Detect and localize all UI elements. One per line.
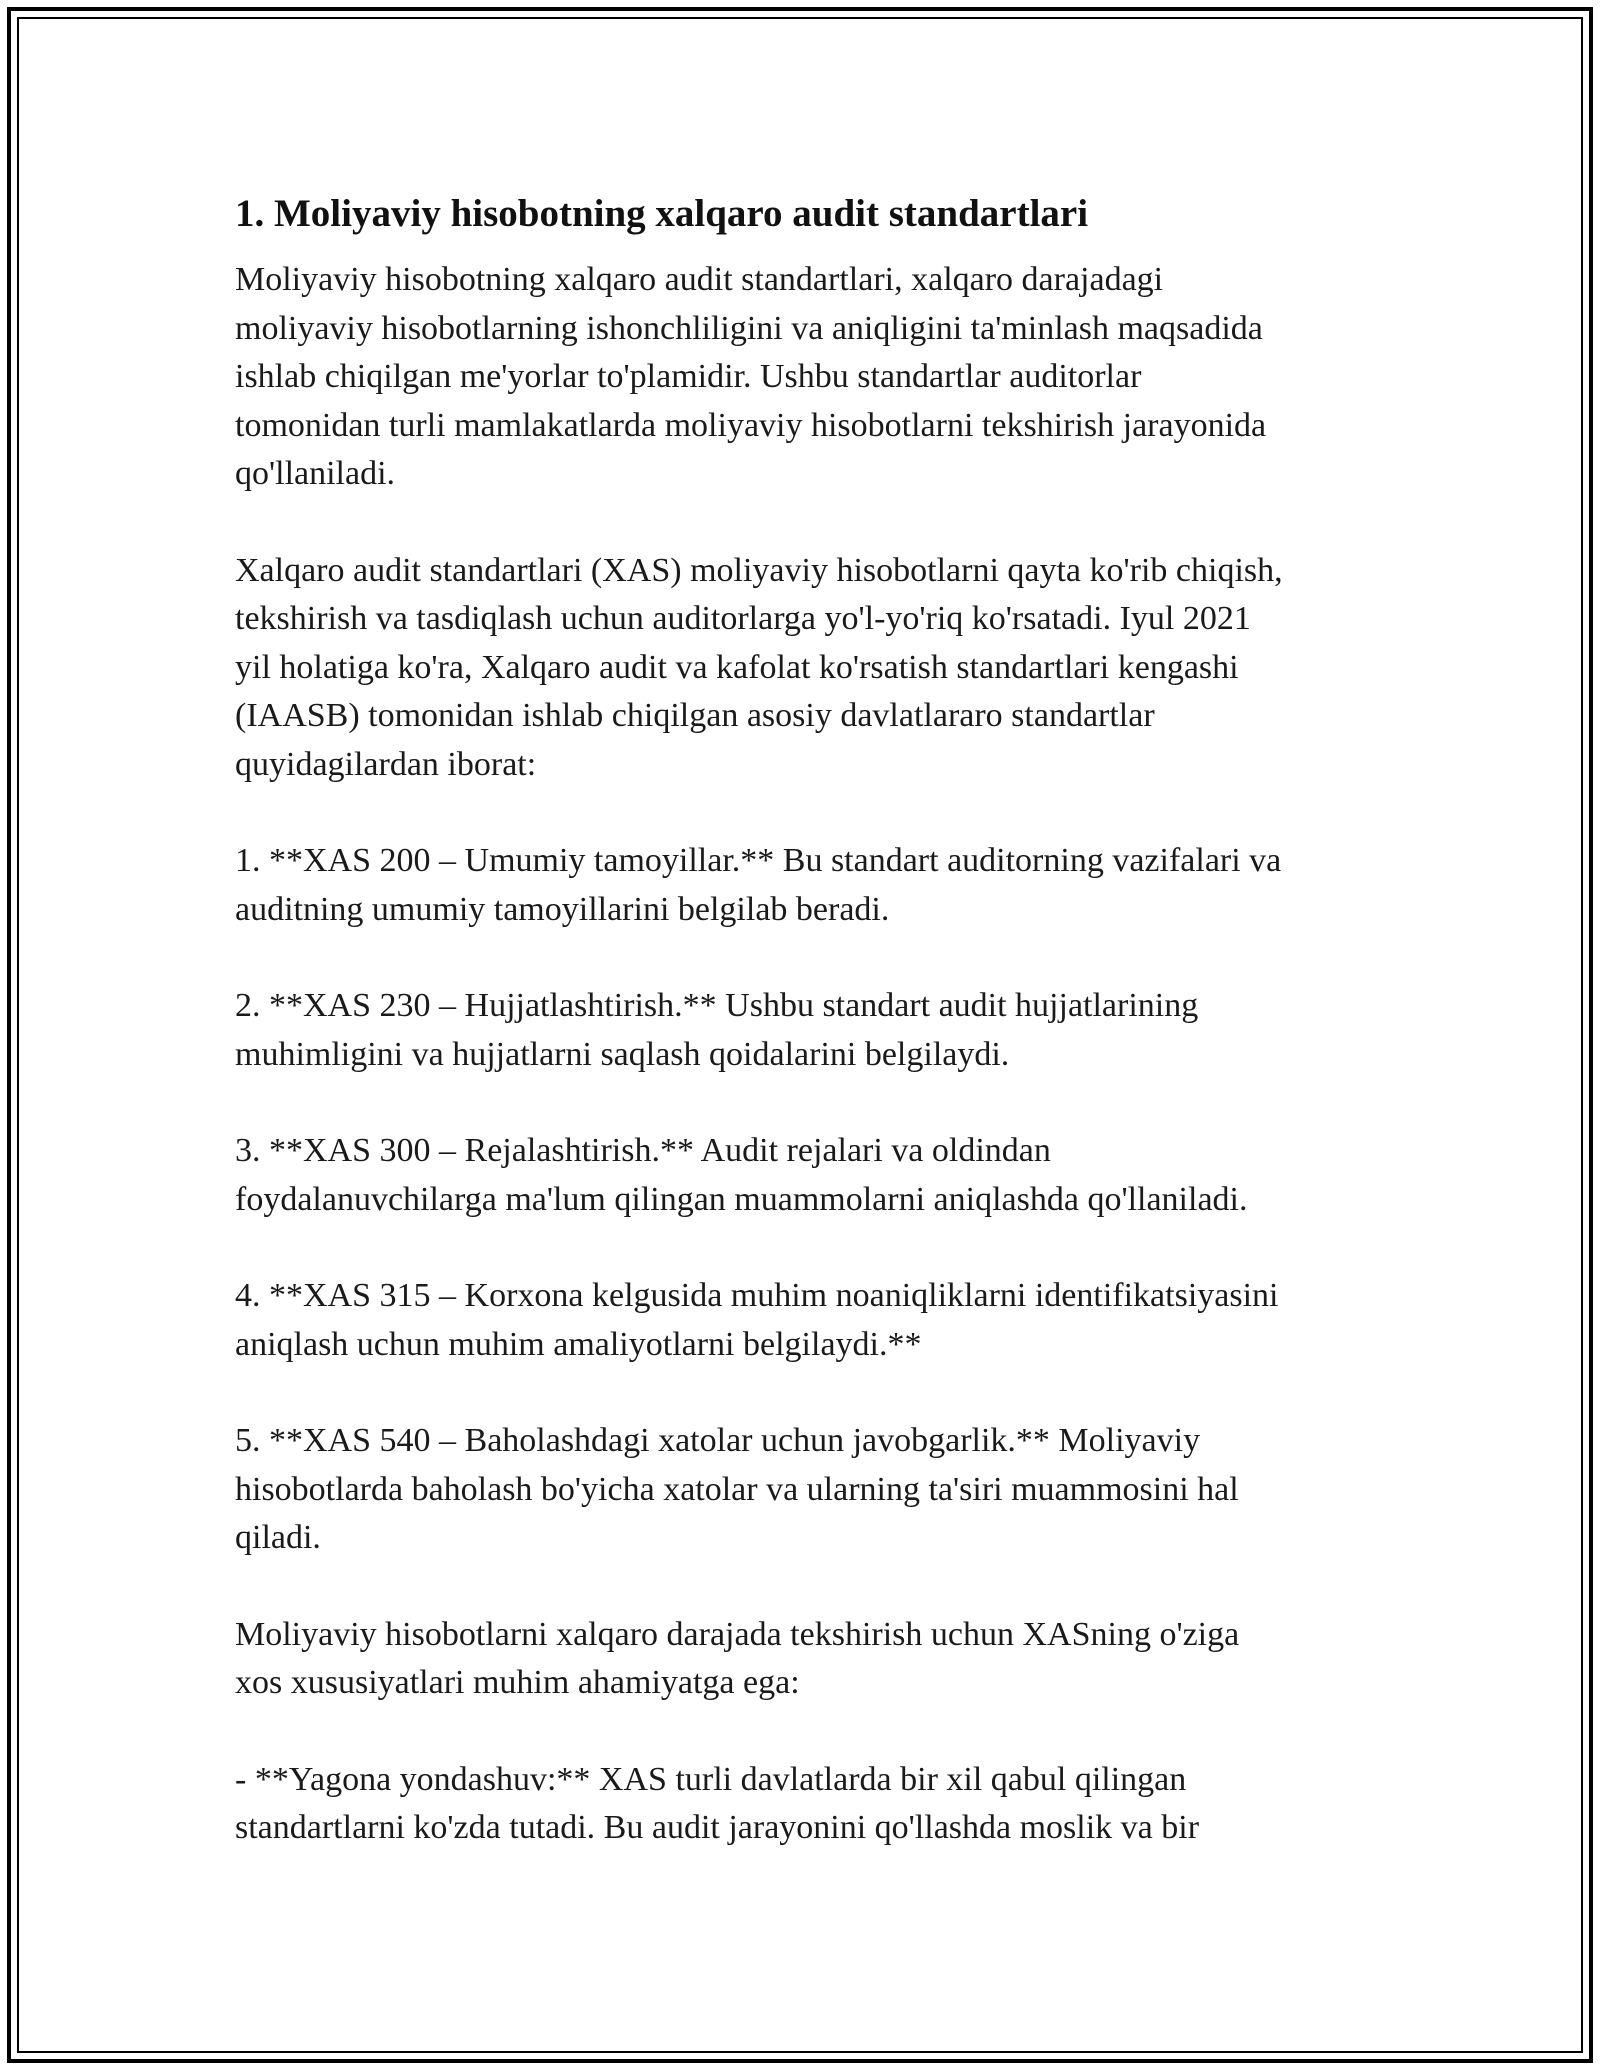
list-item-xas-540: 5. **XAS 540 – Baholashdagi xatolar uchun javobgarlik.** Moliyaviy hisobotlarda baholash bo'yicha xatolar va ularning ta'siri muammosini hal qiladi. xyxy=(235,1422,1239,1556)
document-body xyxy=(235,188,1395,1901)
list-item-xas-200: 1. **XAS 200 – Umumiy tamoyillar.** Bu standart auditorning vazifalari va auditning umumiy tamoyillarini belgilab beradi. xyxy=(235,842,1282,928)
list-item-xas-300: 3. **XAS 300 – Rejalashtirish.** Audit rejalari va oldindan foydalanuvchilarga ma'lum qilingan muammolarni aniqlashda qo'llaniladi. xyxy=(235,1132,1248,1218)
paragraph-features-intro: Moliyaviy hisobotlarni xalqaro darajada tekshirish uchun XASning o'ziga xos xususiyatlari muhim ahamiyatga ega: xyxy=(235,1615,1240,1701)
list-item-xas-230: 2. **XAS 230 – Hujjatlashtirish.** Ushbu standart audit hujjatlarining muhimligini va hujjatlarni saqlash qoidalarini belgilaydi. xyxy=(235,987,1199,1073)
list-item-xas-315: 4. **XAS 315 – Korxona kelgusida muhim noaniqliklarni identifikatsiyasini aniqlash uchun muhim amaliyotlarni belgilaydi.** xyxy=(235,1277,1279,1363)
section-heading: 1. Moliyaviy hisobotning xalqaro audit standartlari xyxy=(235,192,1089,235)
paragraph-intro: Moliyaviy hisobotning xalqaro audit standartlari, xalqaro darajadagi moliyaviy hisobotlarning ishonchliligini va aniqligini ta'minlash maqsadida ishlab chiqilgan me'yorlar to'plamidir. Ushbu standartlar auditorlar tomonidan turli mamlakatlarda moliyaviy hisobotlarni tekshirish jarayonida qo'llaniladi. xyxy=(235,261,1267,492)
bullet-item-yagona-yondashuv: - **Yagona yondashuv:** XAS turli davlatlarda bir xil qabul qilingan standartlarni ko'zda tutadi. Bu audit jarayonini qo'llashda moslik va bir xyxy=(235,1760,1200,1846)
paragraph-xas-overview: Xalqaro audit standartlari (XAS) moliyaviy hisobotlarni qayta ko'rib chiqish, tekshirish va tasdiqlash uchun auditorlarga yo'l-yo'riq ko'rsatadi. Iyul 2021 yil holatiga ko'ra, Xalqaro audit va kafolat ko'rsatish standartlari kengashi (IAASB) tomonidan ishlab chiqilgan asosiy davlatlararo standartlar quyidagilardan iborat: xyxy=(235,551,1283,783)
